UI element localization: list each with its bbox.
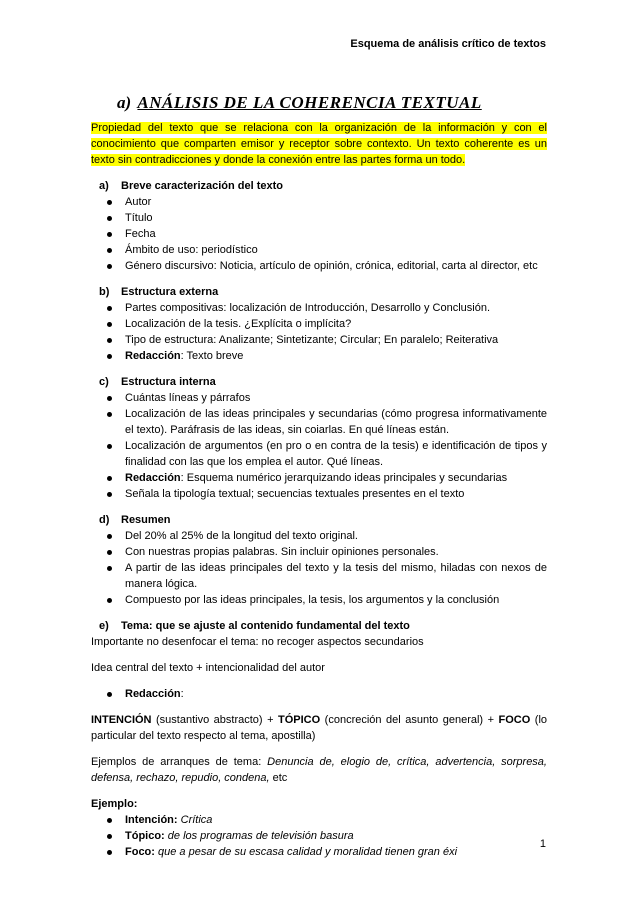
subsection-heading [99,374,547,390]
example-value: que a pesar de su escasa calidad y moralidad tienen gran éxi [154,846,458,858]
list-item: Localización de las ideas principales y secundarias (cómo progresa informativamente el texto). Paráfrasis de las ideas, sin coiarlas. En qué líneas están. [91,406,547,438]
redaccion-label: Redacción [125,688,181,700]
opening-examples [91,754,547,786]
list-item [91,686,547,702]
formula-text: (concreción del asunto general) + [320,714,499,726]
example-value: de los programas de televisión basura [164,830,354,842]
subsection-e-heading [99,618,547,634]
redaccion-text: : Texto breve [180,350,244,362]
subsection-letter: a) [99,180,109,192]
subsection-letter: c) [99,376,109,388]
list-item [91,844,547,860]
section-title-text: ANÁLISIS DE LA COHERENCIA TEXTUAL [137,93,482,112]
subsection-letter: b) [99,286,110,298]
subsection-heading [99,178,547,194]
example-label: Foco: [125,846,155,858]
list-item: A partir de las ideas principales del texto y la tesis del mismo, hiladas con nexos de manera lógica. [91,560,547,592]
bullet-list [91,686,547,702]
subsection-letter: d) [99,514,110,526]
formula-topico: TÓPICO [278,714,321,726]
theme-idea: Idea central del texto + intencionalidad del autor [91,662,325,674]
intro-paragraph [91,120,547,168]
example-heading: Ejemplo: [91,798,138,810]
subsection-d [91,512,547,608]
formula-text: (lo particular del texto respecto al tema, apostilla) [91,714,548,742]
subsection-c [91,374,547,502]
bullet-list [91,528,547,608]
bullet-list [91,300,547,364]
subsection-letter: e) [99,620,109,632]
list-item: Señala la tipología textual; secuencias textuales presentes en el texto [91,486,547,502]
opening-examples-tail: etc [269,772,288,784]
subsection-b [91,284,547,364]
opening-examples-list: Denuncia de, elogio de, crítica, advertencia, sorpresa, defensa, rechazo, repudio, condena, [91,756,547,784]
formula-foco: FOCO [498,714,531,726]
formula-intencion: INTENCIÓN [91,714,152,726]
formula-text: (sustantivo abstracto) + [151,714,279,726]
list-item [91,812,547,828]
page-number: 1 [539,838,546,850]
list-item: Del 20% al 25% de la longitud del texto original. [91,528,547,544]
theme-note: Importante no desenfocar el tema: no recoger aspectos secundarios [91,636,424,648]
example-label: Tópico: [125,830,165,842]
theme-formula [91,712,547,744]
page-content [91,92,547,860]
subsection-heading [99,284,547,300]
opening-examples-lead: Ejemplos de arranques de tema: [91,756,268,768]
example-list [91,812,547,860]
list-item: Localización de la tesis. ¿Explícita o implícita? [91,316,547,332]
list-item: Fecha [91,226,547,242]
list-item: Género discursivo: Noticia, artículo de opinión, crónica, editorial, carta al director, etc [91,258,547,274]
list-item: Tipo de estructura: Analizante; Sintetizante; Circular; En paralelo; Reiterativa [91,332,547,348]
subsection-a [91,178,547,274]
subsection-title: Breve caracterización del texto [121,180,284,192]
redaccion-text: : Esquema numérico jerarquizando ideas principales y secundarias [180,472,508,484]
list-item [91,828,547,844]
redaccion-text: : [180,688,184,700]
section-title-letter: a) [117,93,132,112]
subsection-heading [99,512,547,528]
list-item: Compuesto por las ideas principales, la tesis, los argumentos y la conclusión [91,592,547,608]
list-item: Partes compositivas: localización de Introducción, Desarrollo y Conclusión. [91,300,547,316]
redaccion-label: Redacción [125,472,181,484]
list-item: Ámbito de uso: periodístico [91,242,547,258]
bullet-list [91,194,547,274]
list-item: Localización de argumentos (en pro o en contra de la tesis) e identificación de tipos y finalidad con las que los emplea el autor. Qué líneas. [91,438,547,470]
subsection-title: Resumen [121,514,171,526]
list-item: Con nuestras propias palabras. Sin incluir opiniones personales. [91,544,547,560]
subsection-title: Estructura interna [121,376,216,388]
subsection-title: Estructura externa [121,286,219,298]
list-item: Autor [91,194,547,210]
example-value: Crítica [177,814,213,826]
bullet-list [91,390,547,502]
section-title [117,92,547,114]
list-item [91,348,547,364]
subsection-title: Tema: que se ajuste al contenido fundamental del texto [121,620,410,632]
example-label: Intención: [125,814,178,826]
list-item [91,470,547,486]
list-item: Cuántas líneas y párrafos [91,390,547,406]
running-header: Esquema de análisis crítico de textos [350,38,546,50]
highlighted-definition: Propiedad del texto que se relaciona con la organización de la información y con el conocimiento que comparten emisor y receptor sobre contexto. Un texto coherente es un texto sin contradicciones y donde la conexión entre las partes forma un todo. [91,122,547,166]
list-item: Título [91,210,547,226]
redaccion-label: Redacción [125,350,181,362]
